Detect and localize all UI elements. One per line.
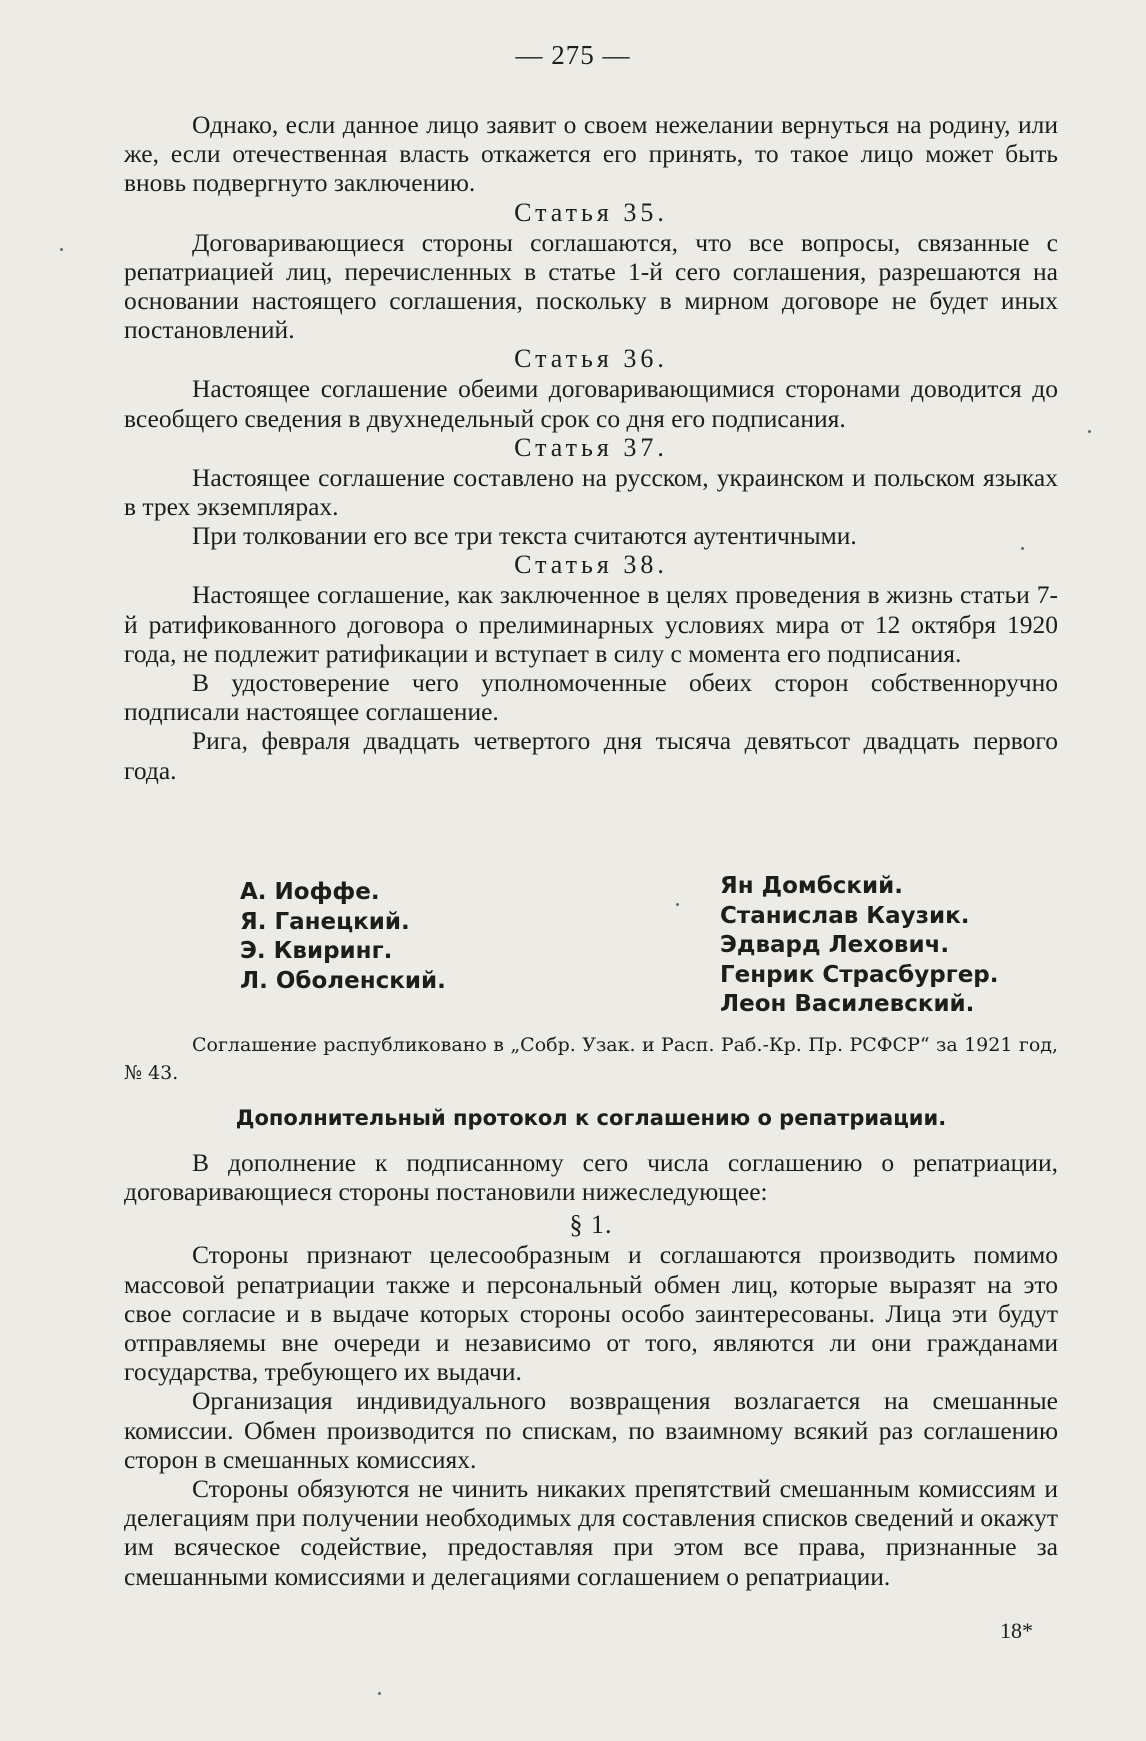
- signature-name: Л. Оболенский.: [240, 967, 446, 994]
- article-35-text: Договаривающиеся стороны соглашаются, что все вопросы, связанные с репатриацией лиц, перечисленных в статье 1-й сего соглашения, разрешаются на основании настоящего соглашения, поскольку в мирном договоре не будет иных постановлений.: [124, 227, 1058, 345]
- paper-speck: [1021, 547, 1024, 550]
- signatures-left: [240, 878, 446, 996]
- signature-name: Станислав Каузик.: [720, 902, 970, 929]
- protocol-paragraph: Стороны признают целесообразным и соглашаются производить помимо массовой репатриации также и персональный обмен лиц, которые выразят на это свое согласие и в выдаче которых стороны особо заинтересованы. Лица эти будут отправляемы вне очереди и независимо от того, являются ли они гражданами государства, требующего их выдачи.: [124, 1240, 1058, 1387]
- page-number: — 275 —: [515, 40, 631, 70]
- protocol-section-heading: § 1.: [569, 1210, 613, 1240]
- agreement-articles: [124, 110, 1058, 785]
- publication-note: [124, 1031, 1058, 1087]
- article-36-heading: Статья 36.: [514, 344, 668, 374]
- signature-name: Ян Домбский.: [720, 873, 903, 899]
- signatures: [124, 872, 1058, 1017]
- paper-speck: [378, 1692, 381, 1695]
- signatures-right: [720, 872, 999, 1020]
- article-37-text-b: При толковании его все три текста считаются аутентичными.: [192, 521, 857, 551]
- article-38-text-a: Настоящее соглашение, как заключенное в целях проведения в жизнь статьи 7-й ратификованного договора о прелиминарных условиях мира от 12 октября 1920 года, не подлежит ратификации и вступает в силу с момента его подписания.: [124, 580, 1058, 668]
- signature-name: Э. Квиринг.: [240, 938, 393, 964]
- article-38-text-b: В удостоверение чего уполномоченные обеих сторон собственноручно подписали настоящее соглашение.: [124, 668, 1058, 727]
- protocol-title: Дополнительный протокол к соглашению о репатриации.: [235, 1106, 947, 1130]
- article-36-text: Настоящее соглашение обеими договаривающимися сторонами доводится до всеобщего сведения в двухнедельный срок со дня его подписания.: [124, 374, 1058, 433]
- paper-speck: [60, 248, 63, 251]
- protocol-paragraph: Организация индивидуального возвращения возлагается на смешанные комиссии. Обмен производится по спискам, по взаимному всякий раз соглашению сторон в смешанных комиссиях.: [124, 1386, 1058, 1474]
- paper-speck: [1088, 430, 1091, 433]
- paper-speck: [676, 903, 679, 906]
- signature-name: Леон Василевский.: [720, 991, 975, 1017]
- publication-note-text: Соглашение распубликовано в „Собр. Узак. и Расп. Раб.-Кр. Пр. РСФСР“ за 1921 год, № 43.: [124, 1034, 1058, 1084]
- signature-name: Генрик Страсбургер.: [720, 961, 999, 988]
- signature-name: Эдвард Лехович.: [720, 932, 950, 958]
- article-38-heading: Статья 38.: [514, 550, 668, 580]
- protocol-body: [124, 1148, 1058, 1591]
- article-37-heading: Статья 37.: [514, 432, 668, 462]
- signature-mark: 18*: [1000, 1618, 1033, 1643]
- paragraph-continuation: Однако, если данное лицо заявит о своем нежелании вернуться на родину, или же, если отечественная власть откажется его принять, то такое лицо может быть вновь подвергнуто заключению.: [124, 110, 1058, 198]
- protocol-intro: В дополнение к подписанному сего числа соглашению о репатриации, договаривающиеся стороны постановили нижеследующее:: [124, 1148, 1058, 1207]
- signature-name: А. Иоффе.: [240, 879, 380, 905]
- article-38-text-c: Рига, февраля двадцать четвертого дня тысяча девятьсот двадцать первого года.: [124, 726, 1058, 785]
- article-35-heading: Статья 35.: [514, 197, 668, 227]
- signature-name: Я. Ганецкий.: [240, 908, 410, 935]
- protocol-paragraph: Стороны обязуются не чинить никаких препятствий смешанным комиссиям и делегациям при получении необходимых для составления списков сведений и окажут им всяческое содействие, предоставляя при этом все права, признанные за смешанными комиссиями и делегациями соглашением о репатриации.: [124, 1474, 1058, 1591]
- article-37-text-a: Настоящее соглашение составлено на русском, украинском и польском языках в трех экземплярах.: [124, 462, 1058, 522]
